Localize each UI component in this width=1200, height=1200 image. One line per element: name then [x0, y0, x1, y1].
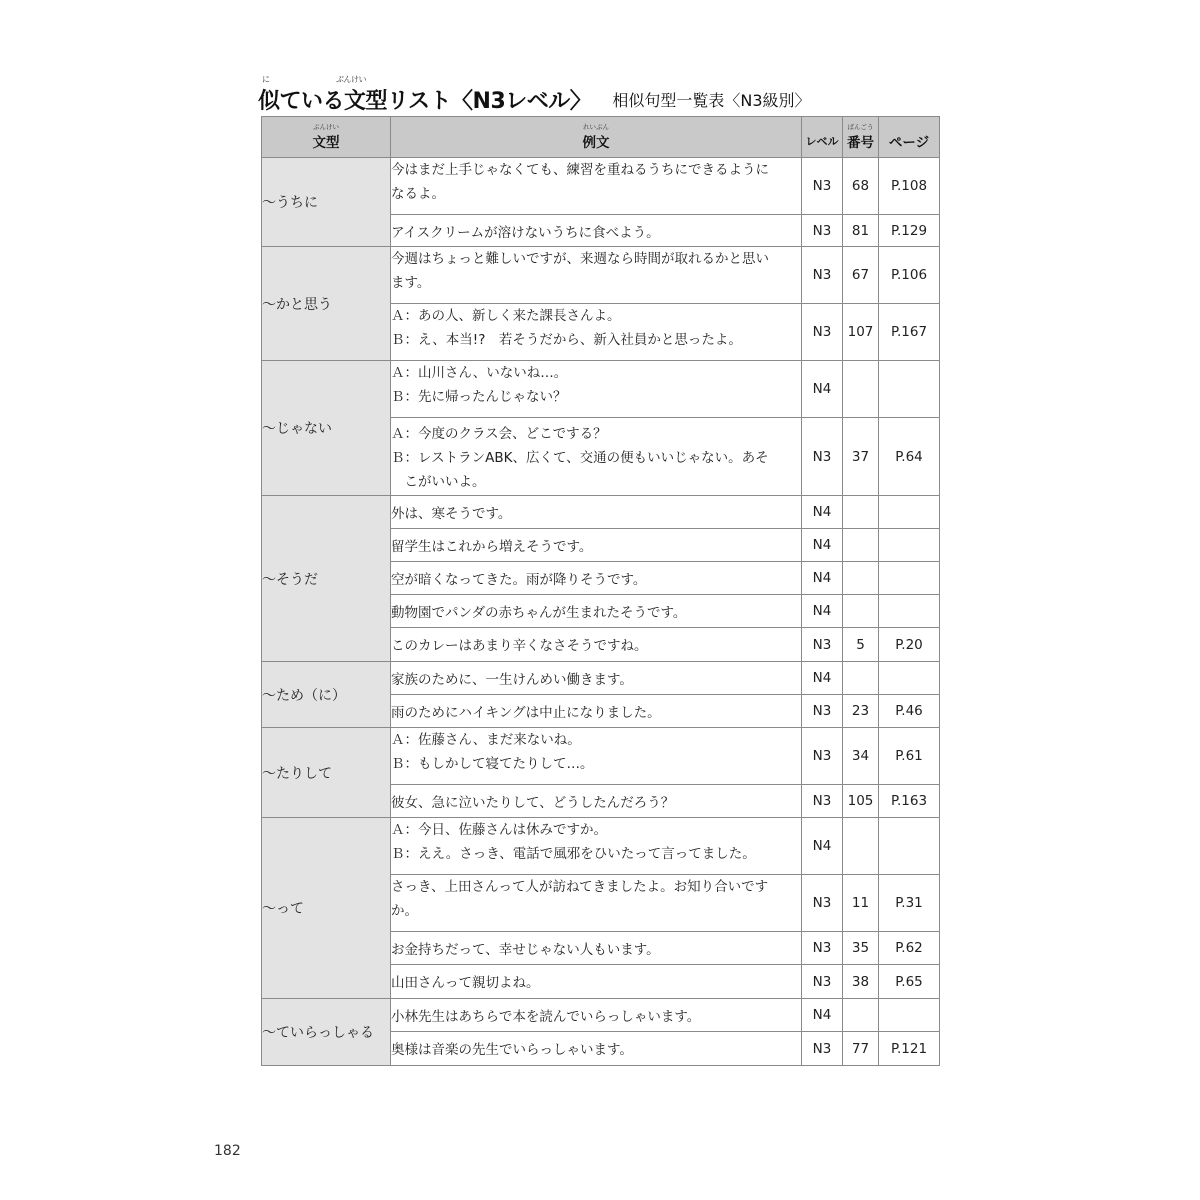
table-header-row	[262, 117, 940, 158]
header-page-label: ページ	[888, 135, 930, 151]
example-sentence-cell	[391, 529, 802, 562]
number-cell	[843, 595, 879, 628]
page-ref-cell: P.31	[879, 875, 940, 932]
example-line: アイスクリームが溶けないうちに食べよう。	[391, 225, 660, 241]
page-ref-cell	[879, 496, 940, 529]
page-number: 182	[214, 1143, 241, 1159]
page-ref-cell: P.65	[879, 965, 940, 999]
number-cell: 11	[843, 875, 879, 932]
example-line: なるよ。	[391, 186, 445, 202]
number-cell	[843, 999, 879, 1032]
example-sentence-cell	[391, 662, 802, 695]
page-ref-cell: P.46	[879, 695, 940, 728]
example-line: Ａ：山川さん、いないね…。	[391, 365, 568, 381]
table-row	[262, 158, 940, 215]
example-sentence-cell	[391, 304, 802, 361]
level-cell: N3	[802, 247, 843, 304]
table-row	[262, 999, 940, 1032]
example-line: さっき、上田さんって人が訪ねてきましたよ。お知り合いです	[391, 879, 769, 895]
example-line: 小林先生はあちらで本を読んでいらっしゃいます。	[391, 1009, 701, 1025]
grammar-pattern-cell: ～じゃない	[262, 361, 391, 496]
header-number-label: 番号	[847, 135, 874, 151]
example-sentence-cell	[391, 875, 802, 932]
level-cell: N4	[802, 662, 843, 695]
example-line: Ｂ：もしかして寝てたりして…。	[391, 756, 594, 772]
level-cell: N4	[802, 529, 843, 562]
example-line: Ｂ：レストランABK、広くて、交通の便もいいじゃない。あそ	[391, 450, 769, 466]
table-row	[262, 728, 940, 785]
table-row	[262, 496, 940, 529]
page-ref-cell: P.20	[879, 628, 940, 662]
header-number	[843, 117, 879, 158]
level-cell: N4	[802, 562, 843, 595]
example-line: 家族のために、一生けんめい働きます。	[391, 672, 633, 688]
level-cell: N3	[802, 785, 843, 818]
example-sentence-cell	[391, 728, 802, 785]
number-cell: 37	[843, 418, 879, 496]
example-line: 彼女、急に泣いたりして、どうしたんだろう？	[391, 795, 675, 811]
example-sentence-cell	[391, 361, 802, 418]
number-cell: 35	[843, 932, 879, 965]
level-cell: N4	[802, 361, 843, 418]
level-cell: N3	[802, 965, 843, 999]
number-cell: 77	[843, 1032, 879, 1066]
page-ref-cell: P.129	[879, 215, 940, 247]
page-ref-cell	[879, 818, 940, 875]
example-sentence-cell	[391, 496, 802, 529]
example-line: Ａ：今度のクラス会、どこでする？	[391, 426, 607, 442]
level-cell: N3	[802, 1032, 843, 1066]
level-cell: N4	[802, 496, 843, 529]
number-cell	[843, 361, 879, 418]
example-sentence-cell	[391, 595, 802, 628]
table-row	[262, 361, 940, 418]
example-line: 今週はちょっと難しいですが、来週なら時間が取れるかと思い	[391, 251, 769, 267]
table-body	[262, 158, 940, 1066]
page-ref-cell	[879, 562, 940, 595]
grammar-pattern-cell: ～そうだ	[262, 496, 391, 662]
title-ruby-bunkei: ぶんけい	[336, 75, 366, 84]
example-line: こがいいよ。	[391, 474, 486, 490]
number-cell: 34	[843, 728, 879, 785]
title-subtitle: 相似句型一覧表〈N3級別〉	[612, 91, 811, 110]
page-ref-cell: P.108	[879, 158, 940, 215]
example-sentence-cell	[391, 418, 802, 496]
number-cell: 23	[843, 695, 879, 728]
page-ref-cell: P.61	[879, 728, 940, 785]
header-example	[391, 117, 802, 158]
grammar-pattern-cell: ～たりして	[262, 728, 391, 818]
title-main	[258, 75, 592, 115]
level-cell: N4	[802, 999, 843, 1032]
example-sentence-cell	[391, 695, 802, 728]
example-line: 動物園でパンダの赤ちゃんが生まれたそうです。	[391, 605, 687, 621]
example-line: お金持ちだって、幸せじゃない人もいます。	[391, 942, 660, 958]
example-line: Ａ：佐藤さん、まだ来ないね。	[391, 732, 581, 748]
level-cell: N3	[802, 695, 843, 728]
grammar-pattern-cell: ～ため（に）	[262, 662, 391, 728]
grammar-pattern-cell: ～って	[262, 818, 391, 999]
header-level	[802, 117, 843, 158]
table-row	[262, 247, 940, 304]
example-sentence-cell	[391, 628, 802, 662]
level-cell: N3	[802, 304, 843, 361]
table-row	[262, 818, 940, 875]
header-example-label: 例文	[582, 135, 610, 151]
example-line: Ｂ：え、本当!? 若そうだから、新入社員かと思ったよ。	[391, 332, 742, 348]
page-ref-cell	[879, 999, 940, 1032]
example-sentence-cell	[391, 158, 802, 215]
example-sentence-cell	[391, 785, 802, 818]
page-ref-cell: P.64	[879, 418, 940, 496]
page-title	[258, 75, 948, 118]
grammar-pattern-cell: ～うちに	[262, 158, 391, 247]
number-cell: 107	[843, 304, 879, 361]
page-ref-cell: P.163	[879, 785, 940, 818]
number-cell: 38	[843, 965, 879, 999]
page-ref-cell	[879, 361, 940, 418]
number-cell: 67	[843, 247, 879, 304]
grammar-pattern-cell: ～ていらっしゃる	[262, 999, 391, 1066]
example-line: 山田さんって親切よね。	[391, 975, 540, 991]
level-cell: N3	[802, 932, 843, 965]
level-cell: N3	[802, 158, 843, 215]
level-cell: N3	[802, 875, 843, 932]
page-ref-cell: P.121	[879, 1032, 940, 1066]
example-line: Ｂ：ええ。さっき、電話で風邪をひいたって言ってました。	[391, 846, 756, 862]
example-line: 雨のためにハイキングは中止になりました。	[391, 705, 661, 721]
example-sentence-cell	[391, 562, 802, 595]
level-cell: N3	[802, 418, 843, 496]
example-sentence-cell	[391, 932, 802, 965]
page-ref-cell	[879, 662, 940, 695]
header-number-ruby: ばんごう	[847, 123, 874, 131]
example-sentence-cell	[391, 999, 802, 1032]
header-example-ruby: れいぶん	[583, 123, 609, 131]
page-ref-cell: P.167	[879, 304, 940, 361]
page-ref-cell	[879, 595, 940, 628]
number-cell	[843, 662, 879, 695]
number-cell	[843, 496, 879, 529]
level-cell: N3	[802, 215, 843, 247]
page-ref-cell	[879, 529, 940, 562]
example-sentence-cell	[391, 818, 802, 875]
header-pattern	[262, 117, 391, 158]
example-line: Ａ：今日、佐藤さんは休みですか。	[391, 822, 607, 838]
number-cell	[843, 818, 879, 875]
number-cell: 5	[843, 628, 879, 662]
example-line: ます。	[391, 275, 431, 291]
number-cell: 81	[843, 215, 879, 247]
example-line: Ｂ：先に帰ったんじゃない？	[391, 389, 567, 405]
page-ref-cell: P.62	[879, 932, 940, 965]
level-cell: N3	[802, 628, 843, 662]
header-level-label: レベル	[805, 135, 839, 148]
number-cell	[843, 529, 879, 562]
example-line: か。	[391, 903, 418, 919]
grammar-table	[261, 116, 940, 1066]
example-sentence-cell	[391, 1032, 802, 1066]
example-line: 奥様は音楽の先生でいらっしゃいます。	[391, 1042, 633, 1058]
example-line: 外は、寒そうです。	[391, 506, 512, 522]
example-line: 空が暗くなってきた。雨が降りそうです。	[391, 572, 647, 588]
example-line: Ａ：あの人、新しく来た課長さんよ。	[391, 308, 621, 324]
number-cell: 68	[843, 158, 879, 215]
header-pattern-ruby: ぶんけい	[313, 123, 339, 131]
example-line: このカレーはあまり辛くなさそうですね。	[391, 638, 648, 654]
table-row	[262, 662, 940, 695]
number-cell	[843, 562, 879, 595]
title-main-text: 似ている文型リスト〈N3レベル〉	[258, 89, 592, 114]
example-sentence-cell	[391, 247, 802, 304]
example-line: 留学生はこれから増えそうです。	[391, 539, 593, 555]
page-ref-cell: P.106	[879, 247, 940, 304]
example-line: 今はまだ上手じゃなくても、練習を重ねるうちにできるように	[391, 162, 769, 178]
level-cell: N4	[802, 595, 843, 628]
number-cell: 105	[843, 785, 879, 818]
title-ruby-ni: に	[262, 75, 270, 84]
header-page	[879, 117, 940, 158]
header-pattern-label: 文型	[312, 135, 340, 151]
level-cell: N3	[802, 728, 843, 785]
grammar-pattern-cell: ～かと思う	[262, 247, 391, 361]
example-sentence-cell	[391, 215, 802, 247]
example-sentence-cell	[391, 965, 802, 999]
level-cell: N4	[802, 818, 843, 875]
